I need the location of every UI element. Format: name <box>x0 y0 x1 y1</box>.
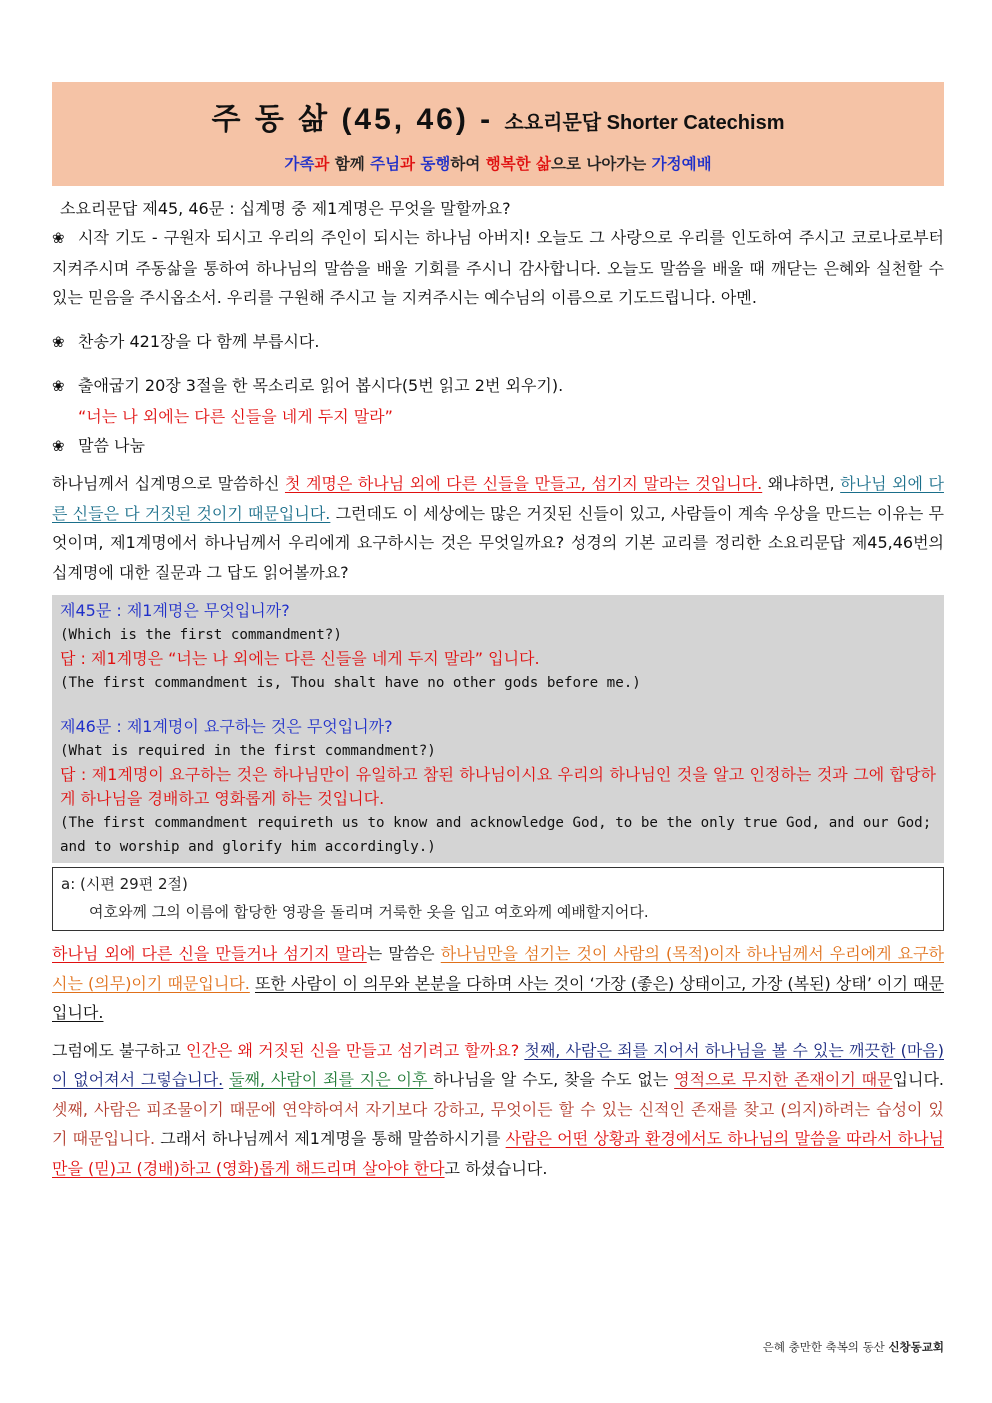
church-name: 신창동교회 <box>888 1340 944 1354</box>
flower-bullet-icon: ❀ <box>52 436 65 455</box>
flower-bullet-icon: ❀ <box>52 229 65 247</box>
lesson-question: 소요리문답 제45, 46문 : 십계명 중 제1계명은 무엇을 말할까요? <box>60 199 511 218</box>
page-subtitle <box>52 152 944 174</box>
hymn-line <box>52 327 944 358</box>
worksheet-page <box>52 82 944 1183</box>
subtitle-part: 으로 나아가는 <box>551 155 652 173</box>
reasons-paragraph <box>52 1036 944 1184</box>
scripture-quote: “너는 나 외에는 다른 신들을 네게 두지 말라” <box>78 406 393 426</box>
para-highlight: 하나님 외에 다른 신들은 다 거짓된 것이기 때문입니다. <box>52 474 944 523</box>
para-text: 하나님을 알 수도, 찾을 수도 없는 <box>433 1070 675 1089</box>
para-text: 그래서 하나님께서 제1계명을 통해 말씀하시기를 <box>155 1129 506 1148</box>
answer-46-english: (The first commandment requireth us to know and acknowledge God, to be the only true God, and our God; and to worship and glorify him accordingly.) <box>60 815 932 855</box>
question-45: 제45문 : 제1계명은 무엇입니까? <box>60 601 290 620</box>
subtitle-part: 과 <box>400 155 421 173</box>
subtitle-part: 주님 <box>370 155 401 173</box>
para-text: 그런데도 이 세상에는 많은 거짓된 신들이 있고, 사람들이 계속 우상을 만드는 이유는 무엇이며, 제1계명에서 하나님께서 우리에게 요구하시는 것은 무엇일까요? 성경의 기본 교리를 정리한 소요리문답 제45,46번의 십계명에 대한 질문과 그 답도 읽어볼까요? <box>52 503 944 582</box>
catechism-box <box>52 595 944 863</box>
para-highlight: 첫 계명은 하나님 외에 다른 신들을 만들고, 섬기지 말라는 것입니다. <box>284 474 763 493</box>
explanation-paragraph <box>52 939 944 1028</box>
flower-bullet-icon: ❀ <box>52 377 65 395</box>
title-sub: 소요리문답 Shorter Catechism <box>504 112 785 134</box>
para-highlight: 둘째, 사람이 죄를 지은 이후 <box>229 1070 434 1089</box>
verse-text: 여호와께 그의 이름에 합당한 영광을 돌리며 거룩한 옷을 입고 여호와께 예배할지어다. <box>89 903 649 921</box>
question-45-english: (Which is the first commandment?) <box>60 627 342 643</box>
para-highlight: 셋째, 사람은 피조물이기 때문에 연약하여서 자기보다 강하고, 무엇이든 할 수 있는 신적인 존재를 찾고 (의지)하려는 습성이 있기 때문입니다. <box>52 1099 944 1148</box>
intro-paragraph <box>52 469 944 587</box>
para-text: 그럼에도 불구하고 <box>52 1040 186 1060</box>
sharing-heading <box>52 431 944 462</box>
reading-text: 출애굽기 20장 3절을 한 목소리로 읽어 봅시다 <box>78 376 402 395</box>
subtitle-part: 동행 <box>420 155 451 173</box>
subtitle-part: 과 <box>314 155 335 173</box>
para-text: 입니다. <box>892 1070 944 1089</box>
para-highlight: 또한 사람이 이 의무와 본분을 다하며 사는 것이 ‘가장 (좋은) 상태이고, 가장 (복된) 상태’ 이기 때문입니다. <box>52 973 944 1022</box>
hymn-text: 찬송가 421장을 다 함께 부릅시다. <box>78 331 320 351</box>
subtitle-part: 가족 <box>284 155 315 173</box>
answer-46: 답 : 제1계명이 요구하는 것은 하나님만이 유일하고 참된 하나님이시요 우리의 하나님인 것을 알고 인정하는 것과 그에 합당하게 하나님을 경배하고 영화롭게 하는 것입니다. <box>60 765 936 808</box>
para-text: 고 하셨습니다. <box>444 1158 548 1178</box>
subtitle-part: 행복한 삶 <box>485 155 552 173</box>
sharing-label: 말씀 나눔 <box>78 435 145 455</box>
para-highlight: 인간은 왜 거짓된 신을 만들고 섬기려고 할까요? <box>186 1040 520 1060</box>
para-highlight: 영적으로 무지한 존재이기 때문 <box>674 1070 893 1089</box>
verse-reference: a: (시편 29편 2절) <box>61 875 188 893</box>
title-main: 주 동 삶 (45, 46) - <box>211 103 505 136</box>
para-text: 는 말씀은 <box>366 944 441 963</box>
page-title <box>52 94 944 138</box>
proof-verse-box <box>52 867 944 931</box>
para-highlight: 사람은 어떤 상황과 환경에서도 하나님의 말씀을 따라서 하나님만을 (믿)고 (경배)하고 (영화)롭게 해드리며 살아야 한다 <box>52 1129 944 1178</box>
subtitle-part: 함께 <box>334 155 371 173</box>
para-text: 하나님께서 십계명으로 말씀하신 <box>52 474 285 493</box>
reading-line <box>52 371 944 402</box>
opening-prayer <box>52 223 944 313</box>
subtitle-part: 하여 <box>450 155 486 173</box>
para-text: 왜냐하면, <box>762 474 841 493</box>
para-highlight: 하나님만을 섬기는 것이 사람의 (목적)이자 하나님께서 우리에게 요구하시는 (의무)이기 때문입니다. <box>52 944 945 993</box>
prayer-text: - 구원자 되시고 우리의 주인이 되시는 하나님 아버지! 오늘도 그 사랑으로 우리를 인도하여 주시고 코로나로부터 지켜주시며 주동삶을 통하여 하나님의 말씀을 배울 기회를 주시니 감사합니다. 오늘도 말씀을 배울 때 깨닫는 은혜와 실천할 수 있는 믿음을 주시옵소서. 우리를 구원해 주시고 늘 지켜주시는 예수님의 이름으로 기도드립니다. 아멘. <box>52 228 944 307</box>
answer-45-english: (The first commandment is, Thou shalt have no other gods before me.) <box>60 675 641 691</box>
header-banner <box>52 82 944 186</box>
para-highlight: 하나님 외에 다른 신을 만들거나 섬기지 말라 <box>52 944 367 963</box>
para-highlight: 첫째, 사람은 죄를 지어서 하나님을 볼 수 있는 깨끗한 (마음)이 없어져서 그렇습니다. <box>52 1040 944 1089</box>
answer-45: 답 : 제1계명은 “너는 나 외에는 다른 신들을 네게 두지 말라” 입니다. <box>60 649 540 668</box>
footer-text: 은혜 충만한 축복의 동산 <box>762 1340 889 1354</box>
question-46-english: (What is required in the first commandment?) <box>60 743 436 759</box>
question-46: 제46문 : 제1계명이 요구하는 것은 무엇입니까? <box>60 717 393 736</box>
prayer-label: 시작 기도 <box>78 228 146 247</box>
flower-bullet-icon: ❀ <box>52 332 65 351</box>
reading-paren: (5번 읽고 2번 외우기). <box>401 376 564 395</box>
subtitle-part: 가정예배 <box>651 155 712 173</box>
footer-credit <box>600 1339 944 1355</box>
